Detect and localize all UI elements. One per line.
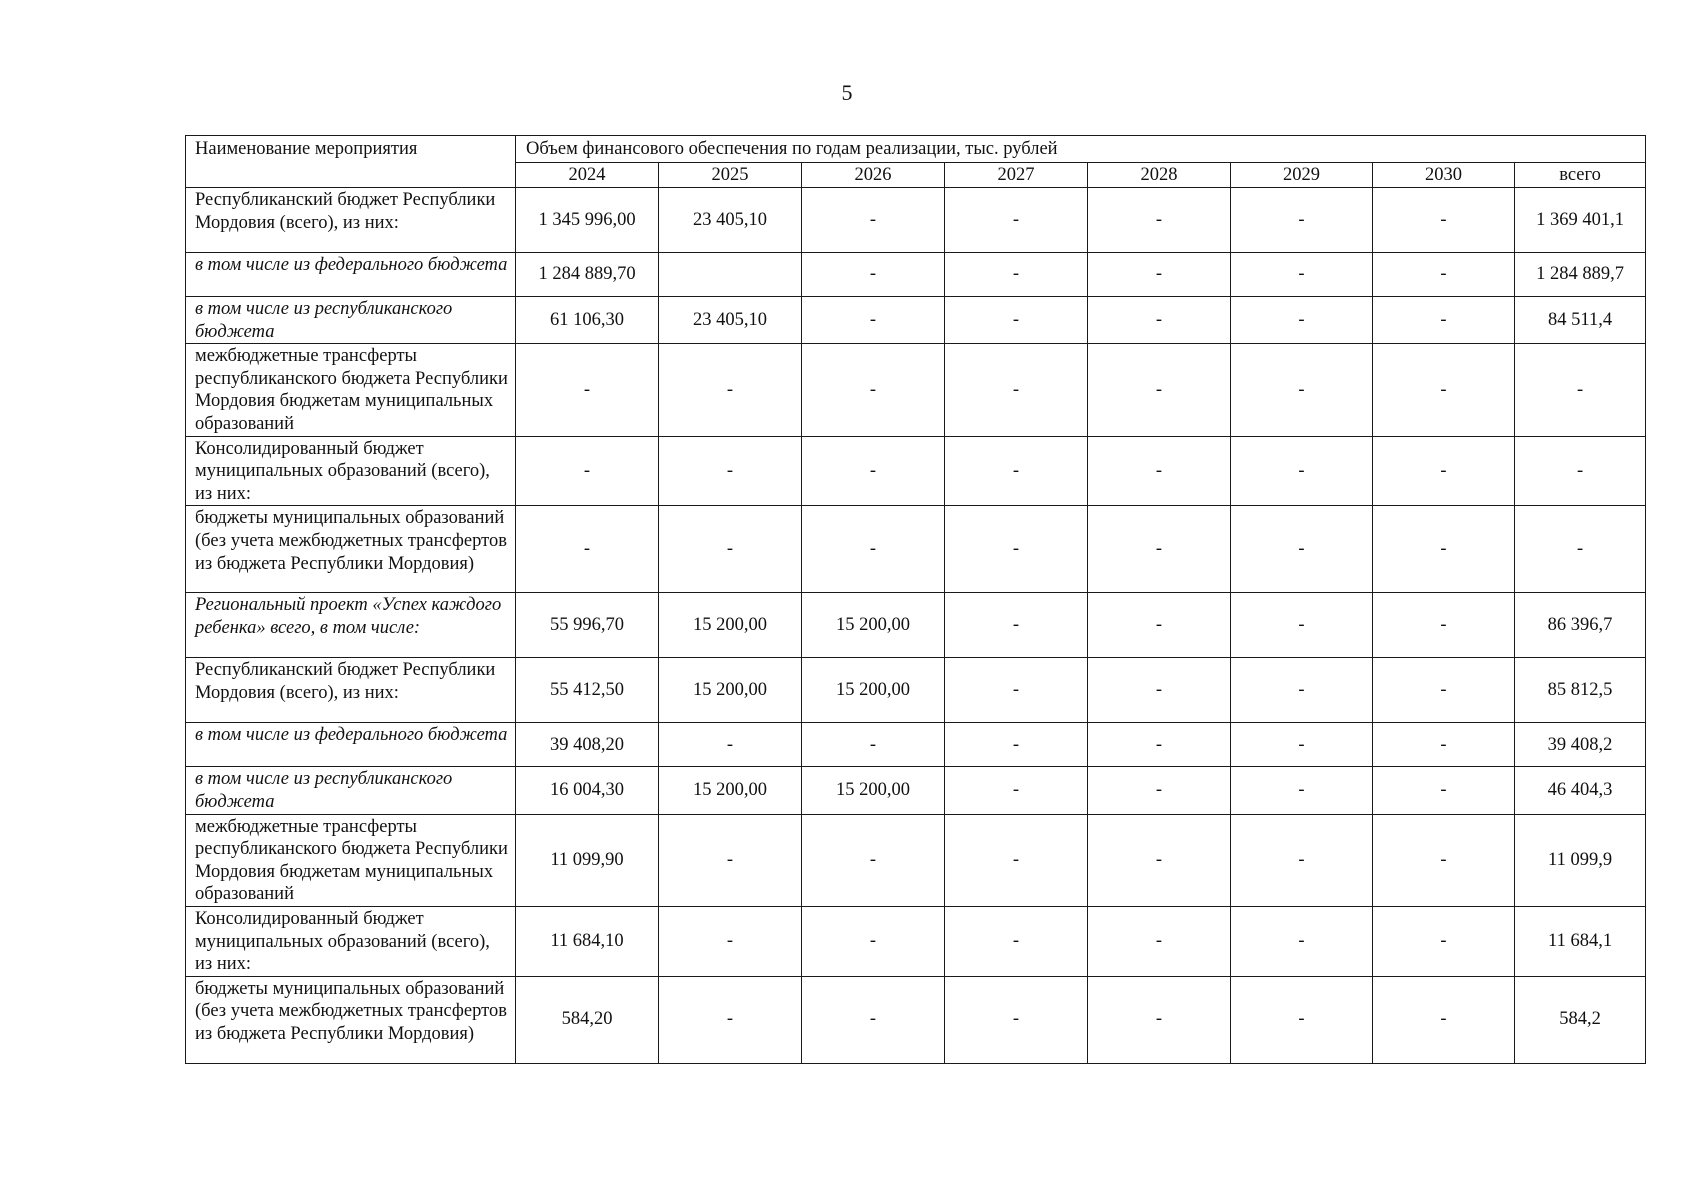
row-value-cell: - (1373, 906, 1515, 976)
column-header-year: 2026 (802, 163, 945, 188)
column-header-year: 2025 (659, 163, 802, 188)
row-value-cell: - (802, 188, 945, 253)
row-value-cell: - (1231, 906, 1373, 976)
financing-table (185, 135, 1646, 1064)
row-value-cell: - (1373, 814, 1515, 906)
row-value-cell: 11 099,90 (516, 814, 659, 906)
row-name-cell: в том числе из федерального бюджета (186, 723, 516, 767)
row-total-cell: 11 684,1 (1515, 906, 1646, 976)
row-total-cell: - (1515, 506, 1646, 593)
row-value-cell: - (802, 723, 945, 767)
row-value-cell: 1 284 889,70 (516, 253, 659, 297)
row-value-cell: - (945, 253, 1088, 297)
table-row (186, 658, 1646, 723)
row-value-cell: - (1231, 658, 1373, 723)
row-value-cell: - (802, 253, 945, 297)
row-value-cell: 15 200,00 (659, 767, 802, 814)
table-row (186, 436, 1646, 506)
row-total-cell: 86 396,7 (1515, 593, 1646, 658)
row-name-cell: Республиканский бюджет Республики Мордовия (всего), из них: (186, 658, 516, 723)
row-name-cell: Республиканский бюджет Республики Мордовия (всего), из них: (186, 188, 516, 253)
row-value-cell: - (945, 344, 1088, 436)
table-row (186, 767, 1646, 814)
row-value-cell: - (1231, 506, 1373, 593)
row-value-cell: - (1373, 506, 1515, 593)
table-row (186, 188, 1646, 253)
row-value-cell: - (945, 658, 1088, 723)
row-total-cell: 1 369 401,1 (1515, 188, 1646, 253)
row-value-cell: - (1373, 253, 1515, 297)
row-value-cell: - (1088, 188, 1231, 253)
row-value-cell: - (945, 188, 1088, 253)
row-value-cell: - (659, 436, 802, 506)
column-header-year: 2024 (516, 163, 659, 188)
row-value-cell: 15 200,00 (659, 658, 802, 723)
row-value-cell: - (516, 436, 659, 506)
row-name-cell: в том числе из федерального бюджета (186, 253, 516, 297)
row-value-cell: - (1231, 253, 1373, 297)
row-value-cell: 23 405,10 (659, 188, 802, 253)
row-name-cell: Консолидированный бюджет муниципальных образований (всего), из них: (186, 906, 516, 976)
row-value-cell: - (1088, 506, 1231, 593)
row-name-cell: межбюджетные трансферты республиканского бюджета Республики Мордовия бюджетам муниципальных образований (186, 344, 516, 436)
row-value-cell: - (1373, 767, 1515, 814)
row-value-cell: - (1231, 344, 1373, 436)
row-value-cell: - (945, 906, 1088, 976)
row-value-cell: - (1231, 723, 1373, 767)
row-value-cell: - (945, 436, 1088, 506)
row-value-cell: - (945, 976, 1088, 1063)
row-value-cell: - (1373, 188, 1515, 253)
row-value-cell: - (1088, 767, 1231, 814)
row-value-cell: - (1231, 188, 1373, 253)
row-value-cell: - (802, 506, 945, 593)
row-total-cell: 85 812,5 (1515, 658, 1646, 723)
row-value-cell: 15 200,00 (802, 767, 945, 814)
row-total-cell: - (1515, 436, 1646, 506)
table-row (186, 506, 1646, 593)
row-total-cell: 584,2 (1515, 976, 1646, 1063)
row-value-cell: - (802, 297, 945, 344)
row-value-cell: - (659, 814, 802, 906)
row-value-cell: 1 345 996,00 (516, 188, 659, 253)
table-row (186, 906, 1646, 976)
row-value-cell: - (945, 593, 1088, 658)
column-header-total: всего (1515, 163, 1646, 188)
row-value-cell: - (1088, 814, 1231, 906)
row-value-cell: - (1231, 436, 1373, 506)
page-number: 5 (841, 80, 853, 105)
table-row (186, 814, 1646, 906)
row-value-cell: - (1231, 593, 1373, 658)
row-total-cell: 84 511,4 (1515, 297, 1646, 344)
table-row (186, 297, 1646, 344)
row-value-cell: 15 200,00 (659, 593, 802, 658)
table-row (186, 976, 1646, 1063)
row-value-cell: - (945, 767, 1088, 814)
row-value-cell: - (659, 506, 802, 593)
row-value-cell: - (1088, 593, 1231, 658)
row-value-cell: - (1088, 436, 1231, 506)
column-header-year: 2029 (1231, 163, 1373, 188)
row-value-cell: - (1088, 723, 1231, 767)
row-value-cell: - (659, 723, 802, 767)
row-value-cell: - (659, 906, 802, 976)
column-header-name: Наименование мероприятия (186, 136, 516, 188)
row-value-cell: - (1088, 344, 1231, 436)
row-value-cell: - (1373, 436, 1515, 506)
row-value-cell: - (1373, 723, 1515, 767)
row-value-cell: 15 200,00 (802, 658, 945, 723)
column-header-year: 2027 (945, 163, 1088, 188)
row-name-cell: в том числе из республиканского бюджета (186, 767, 516, 814)
row-value-cell: - (1373, 976, 1515, 1063)
row-value-cell: - (1088, 297, 1231, 344)
row-value-cell: 55 996,70 (516, 593, 659, 658)
row-name-cell: Региональный проект «Успех каждого ребенка» всего, в том числе: (186, 593, 516, 658)
row-value-cell: - (802, 436, 945, 506)
row-value-cell: 11 684,10 (516, 906, 659, 976)
row-value-cell: - (945, 506, 1088, 593)
row-value-cell: 15 200,00 (802, 593, 945, 658)
row-total-cell: 39 408,2 (1515, 723, 1646, 767)
row-value-cell: - (1373, 344, 1515, 436)
row-name-cell: бюджеты муниципальных образований (без учета межбюджетных трансфертов из бюджета Республики Мордовия) (186, 506, 516, 593)
row-value-cell: - (1088, 906, 1231, 976)
row-value-cell: - (1231, 814, 1373, 906)
row-total-cell: 46 404,3 (1515, 767, 1646, 814)
row-value-cell: - (1088, 976, 1231, 1063)
row-total-cell: 11 099,9 (1515, 814, 1646, 906)
column-header-year: 2030 (1373, 163, 1515, 188)
row-value-cell: - (516, 344, 659, 436)
row-value-cell: - (1373, 658, 1515, 723)
row-value-cell: 584,20 (516, 976, 659, 1063)
row-value-cell: - (1231, 976, 1373, 1063)
table-body (186, 188, 1646, 1064)
row-value-cell: 23 405,10 (659, 297, 802, 344)
row-value-cell: - (1231, 297, 1373, 344)
table-header (186, 136, 1646, 188)
row-name-cell: бюджеты муниципальных образований (без учета межбюджетных трансфертов из бюджета Республики Мордовия) (186, 976, 516, 1063)
column-header-year: 2028 (1088, 163, 1231, 188)
row-value-cell: - (1088, 253, 1231, 297)
row-value-cell: - (945, 297, 1088, 344)
row-value-cell: - (1373, 297, 1515, 344)
row-value-cell: 39 408,20 (516, 723, 659, 767)
row-value-cell: - (659, 344, 802, 436)
header-row-top (186, 136, 1646, 163)
row-value-cell: - (945, 814, 1088, 906)
row-value-cell: - (802, 976, 945, 1063)
row-value-cell: - (1231, 767, 1373, 814)
table-row (186, 253, 1646, 297)
row-total-cell: - (1515, 344, 1646, 436)
row-value-cell: - (1088, 658, 1231, 723)
row-value-cell: - (945, 723, 1088, 767)
row-value-cell: - (802, 344, 945, 436)
row-name-cell: Консолидированный бюджет муниципальных образований (всего), из них: (186, 436, 516, 506)
row-value-cell: - (659, 976, 802, 1063)
table-row (186, 593, 1646, 658)
row-value-cell: - (1373, 593, 1515, 658)
table-row (186, 723, 1646, 767)
row-value-cell: 16 004,30 (516, 767, 659, 814)
row-value-cell (659, 253, 802, 297)
row-value-cell: - (802, 906, 945, 976)
row-value-cell: 55 412,50 (516, 658, 659, 723)
row-value-cell: - (802, 814, 945, 906)
table-row (186, 344, 1646, 436)
row-name-cell: в том числе из республиканского бюджета (186, 297, 516, 344)
column-header-volume: Объем финансового обеспечения по годам реализации, тыс. рублей (516, 136, 1646, 163)
row-value-cell: - (516, 506, 659, 593)
row-value-cell: 61 106,30 (516, 297, 659, 344)
row-name-cell: межбюджетные трансферты республиканского бюджета Республики Мордовия бюджетам муниципальных образований (186, 814, 516, 906)
row-total-cell: 1 284 889,7 (1515, 253, 1646, 297)
